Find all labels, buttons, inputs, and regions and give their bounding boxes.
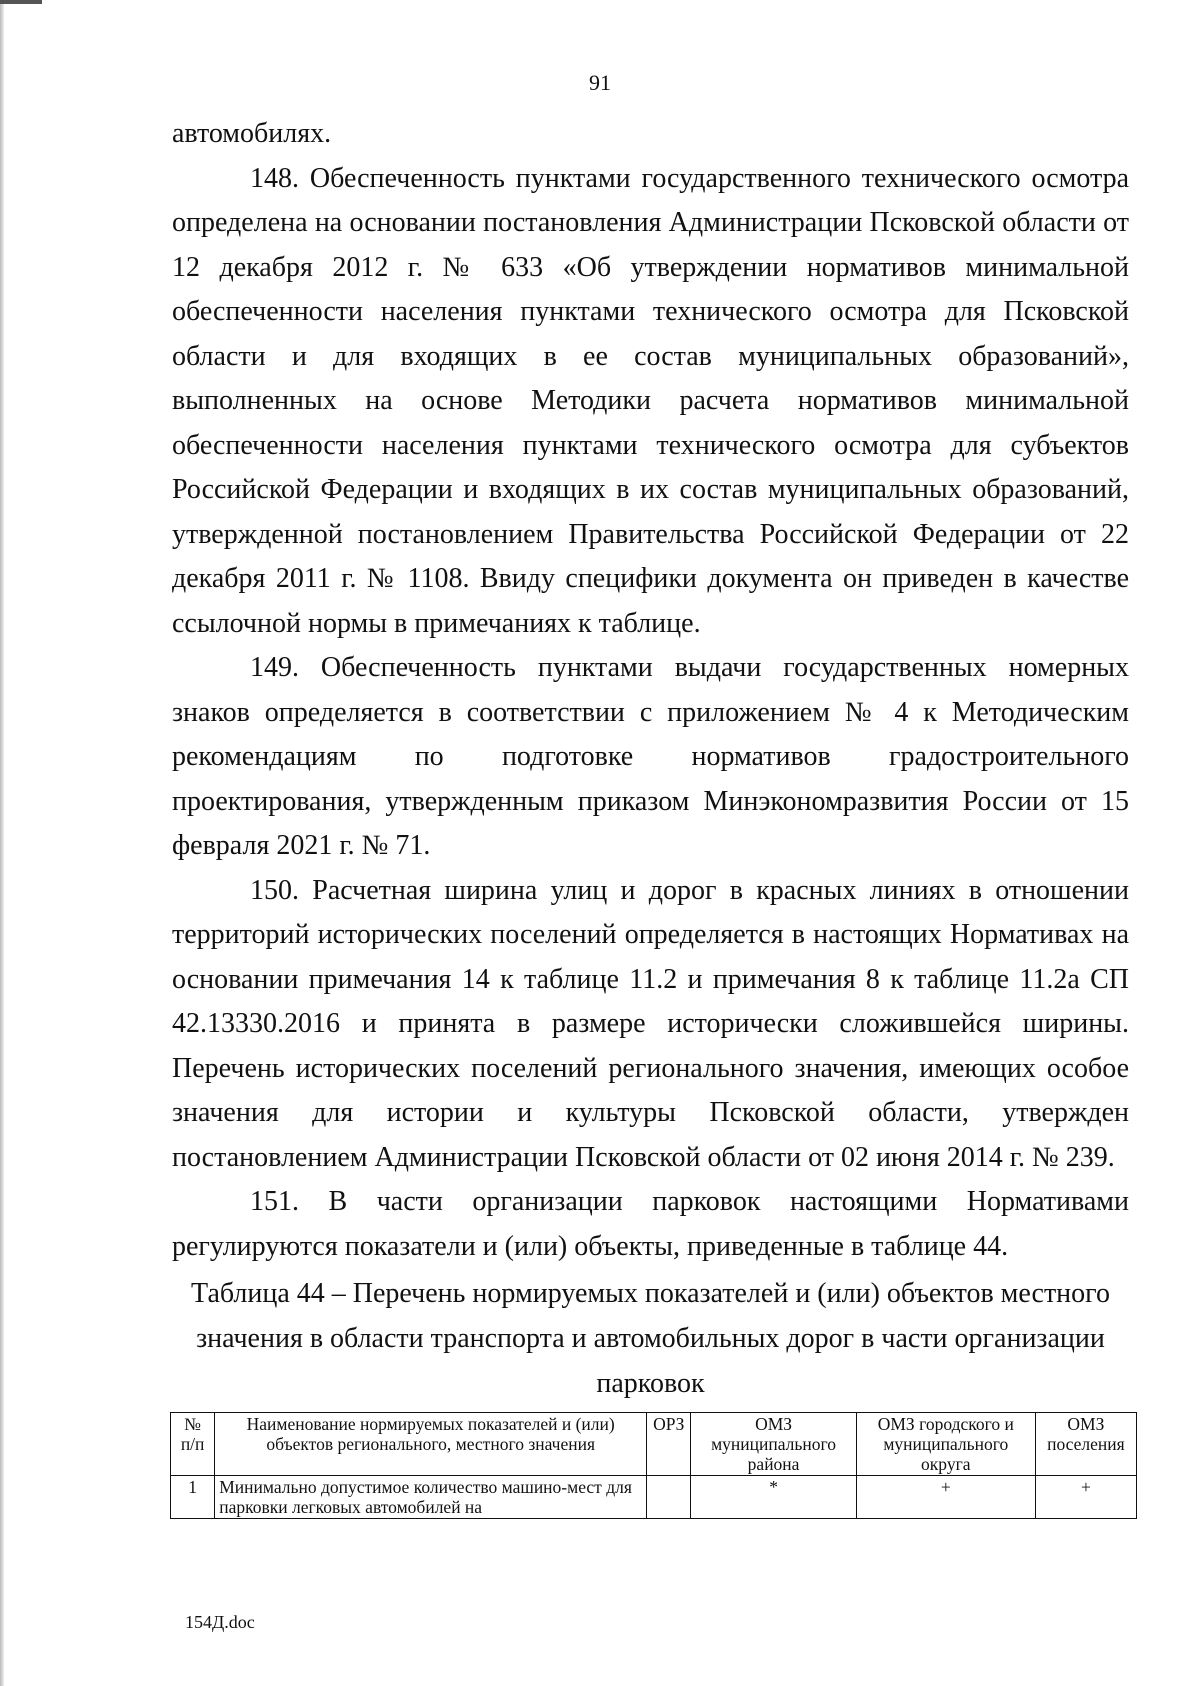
paragraph-148: 148. Обеспеченность пунктами государственного технического осмотра определена на основании постановления Администрации Псковской области от 12 декабря 2012 г. № 633 «Об утверждении нормативов минимальной обеспеченности населения пунктами технического осмотра для Псковской области и для входящих в ее состав муниципальных образований», выполненных на основе Методики расчета нормативов минимальной обеспеченности населения пунктами технического осмотра для субъектов Российской Федерации и входящих в их состав муниципальных образований, утвержденной постановлением Правительства Российской Федерации от 22 декабря 2011 г. № 1108. Ввиду специфики документа он приведен в качестве ссылочной нормы в примечаниях к таблице. [172,162,1129,639]
scan-corner-mark [0,0,42,4]
paragraph-150: 150. Расчетная ширина улиц и дорог в красных линиях в отношении территорий исторических поселений определяется в настоящих Нормативах на основании примечания 14 к таблице 11.2 и примечания 8 к таблице 11.2а СП 42.13330.2016 и принята в размере исторически сложившейся ширины. Перечень исторических поселений регионального значения, имеющих особое значения для истории и культуры Псковской области, утвержден постановлением Администрации Псковской области от 02 июня 2014 г. № 239. [172,874,1129,1173]
table-caption: Таблица 44 – Перечень нормируемых показателей и (или) объектов местного значения в области транспорта и автомобильных дорог в части организации парковок [191,1278,1110,1399]
header-omz-settlement: ОМЗ поселения [1035,1413,1136,1476]
cell-omz-city-okrug: + [856,1476,1035,1519]
scan-edge [0,0,4,1686]
cell-omz-settlement: + [1035,1476,1136,1519]
header-indicator-name: Наименование нормируемых показателей и (или) объектов регионального, местного значения [215,1413,647,1476]
cell-omz-district: * [691,1476,856,1519]
table-44 [170,1412,1137,1519]
paragraph-continuation: автомобилях. [172,118,332,149]
cell-number: 1 [171,1476,215,1519]
header-omz-district: ОМЗ муниципального района [691,1413,856,1476]
file-name-footer: 154Д.doc [185,1612,255,1632]
paragraph-149: 149. Обеспеченность пунктами выдачи государственных номерных знаков определяется в соответствии с приложением № 4 к Методическим рекомендациям по подготовке нормативов градостроительного проектирования, утвержденным приказом Минэкономразвития России от 15 февраля 2021 г. № 71. [172,652,1129,861]
table-row [171,1476,1137,1519]
cell-orz [647,1476,691,1519]
table-header-row [171,1413,1137,1476]
header-omz-city-okrug: ОМЗ городского и муниципального округа [856,1413,1035,1476]
paragraph-151: 151. В части организации парковок настоящими Нормативами регулируются показатели и (или) объекты, приведенные в таблице 44. [172,1186,1129,1262]
cell-indicator-name: Минимально допустимое количество машино-мест для парковки легковых автомобилей на [215,1476,647,1519]
header-number: № п/п [171,1413,215,1476]
header-orz: ОРЗ [647,1413,691,1476]
document-body [172,112,1129,1519]
page-number: 91 [589,70,611,95]
